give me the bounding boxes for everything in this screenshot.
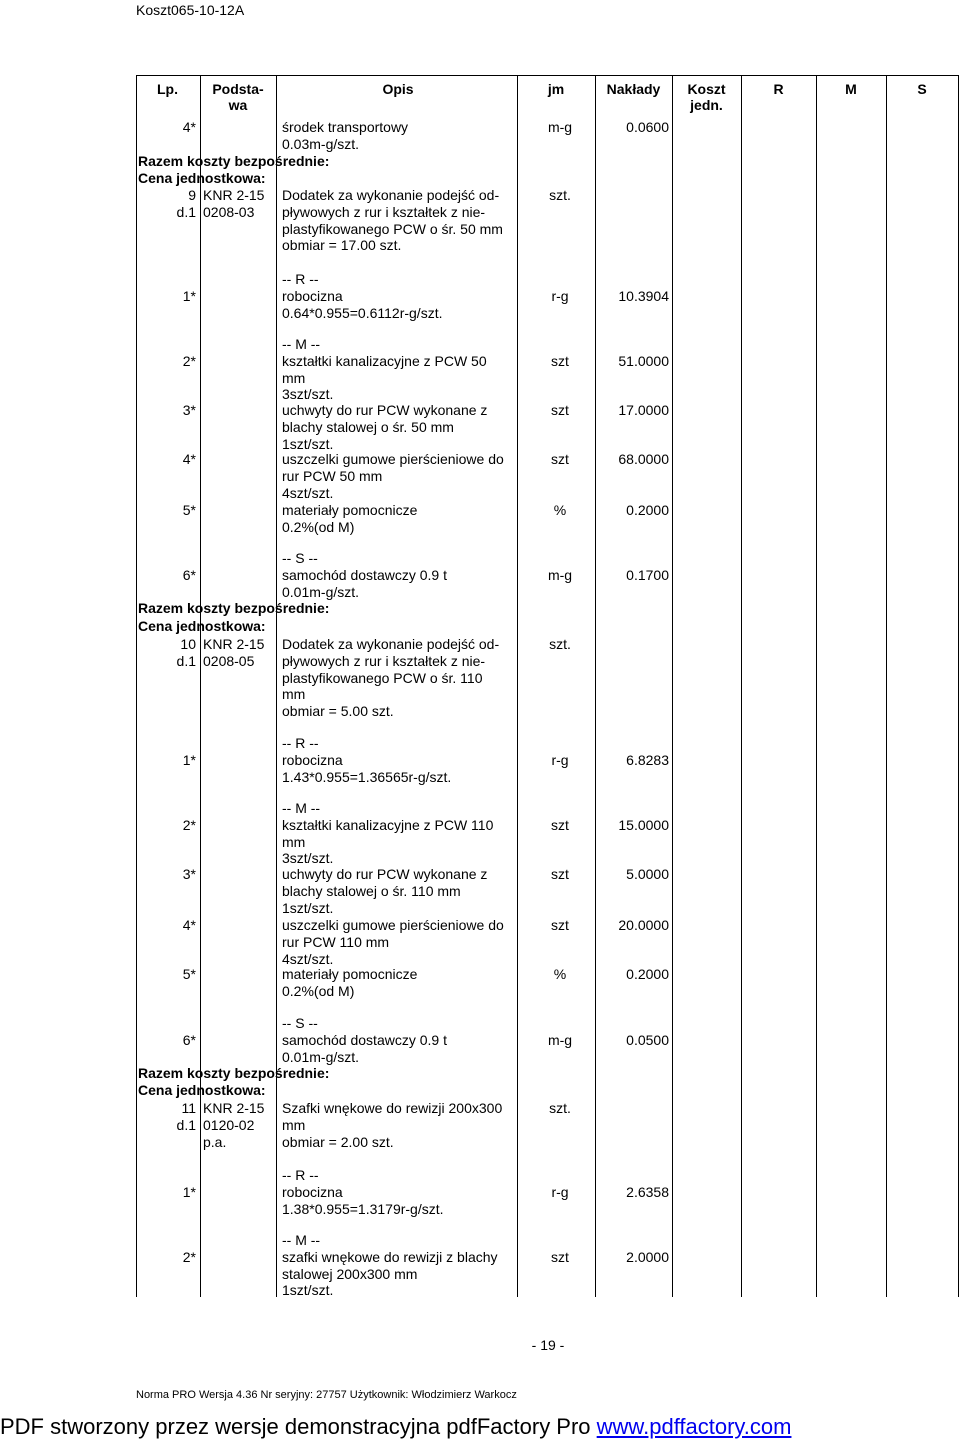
item-description: rur PCW 50 mm: [282, 467, 383, 484]
column-divider: [816, 75, 817, 1297]
row-lp: 4*: [182, 917, 196, 933]
row-jm: szt: [551, 1248, 569, 1265]
row-lp: 6*: [182, 1031, 196, 1048]
row-lp: d.1: [176, 1116, 196, 1133]
row-naklady: 0.2000: [626, 966, 669, 982]
row-lp: 3*: [182, 402, 196, 418]
item-description: kształtki kanalizacyjne z PCW 110: [282, 816, 494, 833]
position-description: Dodatek za wykonanie podejść od-: [282, 636, 500, 652]
header-naklady: Nakłady: [606, 81, 661, 97]
column-divider: [276, 75, 277, 1297]
row-lp: d.1: [176, 652, 196, 669]
row-lp: 1*: [182, 287, 196, 304]
summary-label: Razem koszty bezpośrednie:: [138, 1065, 330, 1081]
row-jm: m-g: [547, 1031, 573, 1048]
item-description: mm: [282, 369, 306, 386]
row-podstawa: KNR 2-15: [203, 636, 265, 652]
row-jm: szt.: [549, 636, 571, 652]
row-jm: szt.: [549, 1100, 571, 1116]
item-description: -- M --: [282, 336, 321, 352]
row-lp: 3*: [182, 866, 196, 882]
item-description: robocizna: [282, 287, 343, 304]
row-lp: d.1: [176, 203, 196, 220]
item-description: szafki wnękowe do rewizji z blachy: [282, 1248, 498, 1265]
item-description: 3szt/szt.: [282, 850, 334, 867]
row-podstawa: 0120-02: [203, 1116, 255, 1133]
column-divider: [517, 75, 518, 1297]
row-podstawa: 0208-03: [203, 203, 255, 220]
item-description: 0.2%(od M): [282, 518, 355, 535]
row-jm: szt.: [549, 187, 571, 203]
row-lp: 2*: [182, 352, 196, 369]
item-description: uszczelki gumowe pierścieniowe do: [282, 917, 504, 933]
item-description: robocizna: [282, 1183, 343, 1200]
row-jm: szt: [551, 352, 569, 369]
row-jm: r-g: [551, 751, 569, 768]
row-lp: 4*: [182, 451, 196, 467]
item-description: -- R --: [282, 271, 319, 287]
row-lp: 1*: [182, 751, 196, 768]
row-podstawa: KNR 2-15: [203, 187, 265, 203]
row-naklady: 17.0000: [618, 402, 669, 418]
row-naklady: 15.0000: [618, 816, 669, 833]
table-border-left: [136, 75, 137, 1297]
row-jm: %: [553, 966, 567, 982]
item-description: 1szt/szt.: [282, 435, 334, 452]
column-divider: [886, 75, 887, 1297]
item-description: blachy stalowej o śr. 110 mm: [282, 882, 461, 899]
row-naklady: 0.1700: [626, 566, 669, 583]
position-description: obmiar = 2.00 szt.: [282, 1133, 394, 1150]
pdf-footer-text: PDF stworzony przez wersje demonstracyjna pdfFactory Pro: [0, 1414, 597, 1439]
position-description: mm: [282, 686, 306, 703]
item-description: rur PCW 110 mm: [282, 933, 390, 950]
item-description: uchwyty do rur PCW wykonane z: [282, 402, 488, 418]
item-description: 4szt/szt.: [282, 484, 334, 501]
item-description: 1.38*0.955=1.3179r-g/szt.: [282, 1200, 444, 1217]
row-podstawa: 0208-05: [203, 652, 255, 669]
row-naklady: 2.0000: [626, 1248, 669, 1265]
row-jm: szt: [551, 451, 569, 467]
row-naklady: 6.8283: [626, 751, 669, 768]
item-description: mm: [282, 833, 306, 850]
table-top-border: [136, 75, 959, 76]
item-description: 1.43*0.955=1.36565r-g/szt.: [282, 768, 452, 785]
header-s: S: [917, 81, 927, 97]
position-description: plastyfikowanego PCW o śr. 50 mm: [282, 220, 503, 237]
row-lp: 1*: [182, 1183, 196, 1200]
table-border-right: [958, 75, 959, 1297]
item-description: 0.01m-g/szt.: [282, 1048, 360, 1065]
row-lp: 5*: [182, 966, 196, 982]
item-description: materiały pomocnicze: [282, 966, 418, 982]
row-naklady: 51.0000: [618, 352, 669, 369]
document-title: Koszt065-10-12A: [136, 2, 245, 18]
row-podstawa: p.a.: [203, 1133, 227, 1150]
position-description: obmiar = 17.00 szt.: [282, 237, 402, 254]
item-description: -- R --: [282, 735, 319, 751]
software-info: Norma PRO Wersja 4.36 Nr seryjny: 27757 Użytkownik: Włodzimierz Warkocz: [136, 1389, 517, 1401]
row-lp: 4*: [182, 119, 196, 135]
item-description: -- M --: [282, 1232, 321, 1248]
position-description: Szafki wnękowe do rewizji 200x300: [282, 1100, 503, 1116]
item-description: robocizna: [282, 751, 343, 768]
position-description: obmiar = 5.00 szt.: [282, 703, 394, 719]
item-description: kształtki kanalizacyjne z PCW 50: [282, 352, 487, 369]
header-opis: Opis: [382, 81, 414, 97]
item-description: -- M --: [282, 800, 321, 816]
item-description: 0.03m-g/szt.: [282, 135, 360, 152]
row-jm: m-g: [547, 119, 573, 135]
row-naklady: 68.0000: [618, 451, 669, 467]
summary-label: Cena jednostkowa:: [138, 170, 266, 186]
header-koszt: jedn.: [690, 97, 723, 113]
summary-label: Razem koszty bezpośrednie:: [138, 600, 330, 616]
row-naklady: 10.3904: [618, 287, 669, 304]
item-description: środek transportowy: [282, 119, 409, 135]
position-description: Dodatek za wykonanie podejść od-: [282, 187, 500, 203]
row-lp: 2*: [182, 1248, 196, 1265]
item-description: 4szt/szt.: [282, 950, 334, 967]
row-jm: r-g: [551, 1183, 569, 1200]
item-description: samochód dostawczy 0.9 t: [282, 566, 447, 583]
item-description: 1szt/szt.: [282, 1282, 334, 1299]
row-jm: r-g: [551, 287, 569, 304]
row-jm: m-g: [547, 566, 573, 583]
header-podstawa: Podsta-: [212, 81, 264, 97]
row-naklady: 5.0000: [626, 866, 669, 882]
row-jm: %: [553, 502, 567, 518]
summary-label: Cena jednostkowa:: [138, 1082, 266, 1098]
row-naklady: 2.6358: [626, 1183, 669, 1200]
row-jm: szt: [551, 816, 569, 833]
header-lp: Lp.: [157, 81, 178, 97]
item-description: uszczelki gumowe pierścieniowe do: [282, 451, 504, 467]
row-lp: 9: [188, 187, 196, 203]
row-lp: 10: [180, 636, 196, 652]
page-number: - 19 -: [531, 1337, 565, 1353]
item-description: 0.64*0.955=0.6112r-g/szt.: [282, 304, 443, 321]
header-m: M: [845, 81, 857, 97]
row-lp: 6*: [182, 566, 196, 583]
position-description: mm: [282, 1116, 306, 1133]
header-r: R: [773, 81, 784, 97]
item-description: 1szt/szt.: [282, 899, 334, 916]
header-podstawa: wa: [228, 97, 248, 113]
pdffactory-link[interactable]: www.pdffactory.com: [596, 1414, 792, 1439]
item-description: 0.2%(od M): [282, 982, 355, 999]
header-koszt: Koszt: [687, 81, 726, 97]
row-naklady: 0.0500: [626, 1031, 669, 1048]
position-description: plastyfikowanego PCW o śr. 110: [282, 669, 483, 686]
row-jm: szt: [551, 866, 569, 882]
item-description: 3szt/szt.: [282, 386, 334, 403]
summary-label: Cena jednostkowa:: [138, 618, 266, 634]
position-description: pływowych z rur i kształtek z nie-: [282, 652, 486, 669]
row-naklady: 0.2000: [626, 502, 669, 518]
row-naklady: 0.0600: [626, 119, 669, 135]
column-divider: [200, 75, 201, 1297]
column-divider: [672, 75, 673, 1297]
item-description: 0.01m-g/szt.: [282, 583, 360, 600]
row-jm: szt: [551, 917, 569, 933]
header-jm: jm: [547, 81, 565, 97]
item-description: -- R --: [282, 1167, 319, 1183]
position-description: pływowych z rur i kształtek z nie-: [282, 203, 486, 220]
item-description: -- S --: [282, 550, 318, 566]
row-podstawa: KNR 2-15: [203, 1100, 265, 1116]
column-divider: [595, 75, 596, 1297]
item-description: stalowej 200x300 mm: [282, 1265, 418, 1282]
row-lp: 5*: [182, 502, 196, 518]
pdf-footer: [0, 1413, 791, 1441]
item-description: samochód dostawczy 0.9 t: [282, 1031, 447, 1048]
row-jm: szt: [551, 402, 569, 418]
column-divider: [741, 75, 742, 1297]
item-description: uchwyty do rur PCW wykonane z: [282, 866, 488, 882]
row-lp: 11: [181, 1100, 196, 1116]
row-lp: 2*: [182, 816, 196, 833]
item-description: blachy stalowej o śr. 50 mm: [282, 418, 454, 435]
row-naklady: 20.0000: [618, 917, 669, 933]
summary-label: Razem koszty bezpośrednie:: [138, 153, 330, 169]
item-description: materiały pomocnicze: [282, 502, 418, 518]
item-description: -- S --: [282, 1015, 318, 1031]
